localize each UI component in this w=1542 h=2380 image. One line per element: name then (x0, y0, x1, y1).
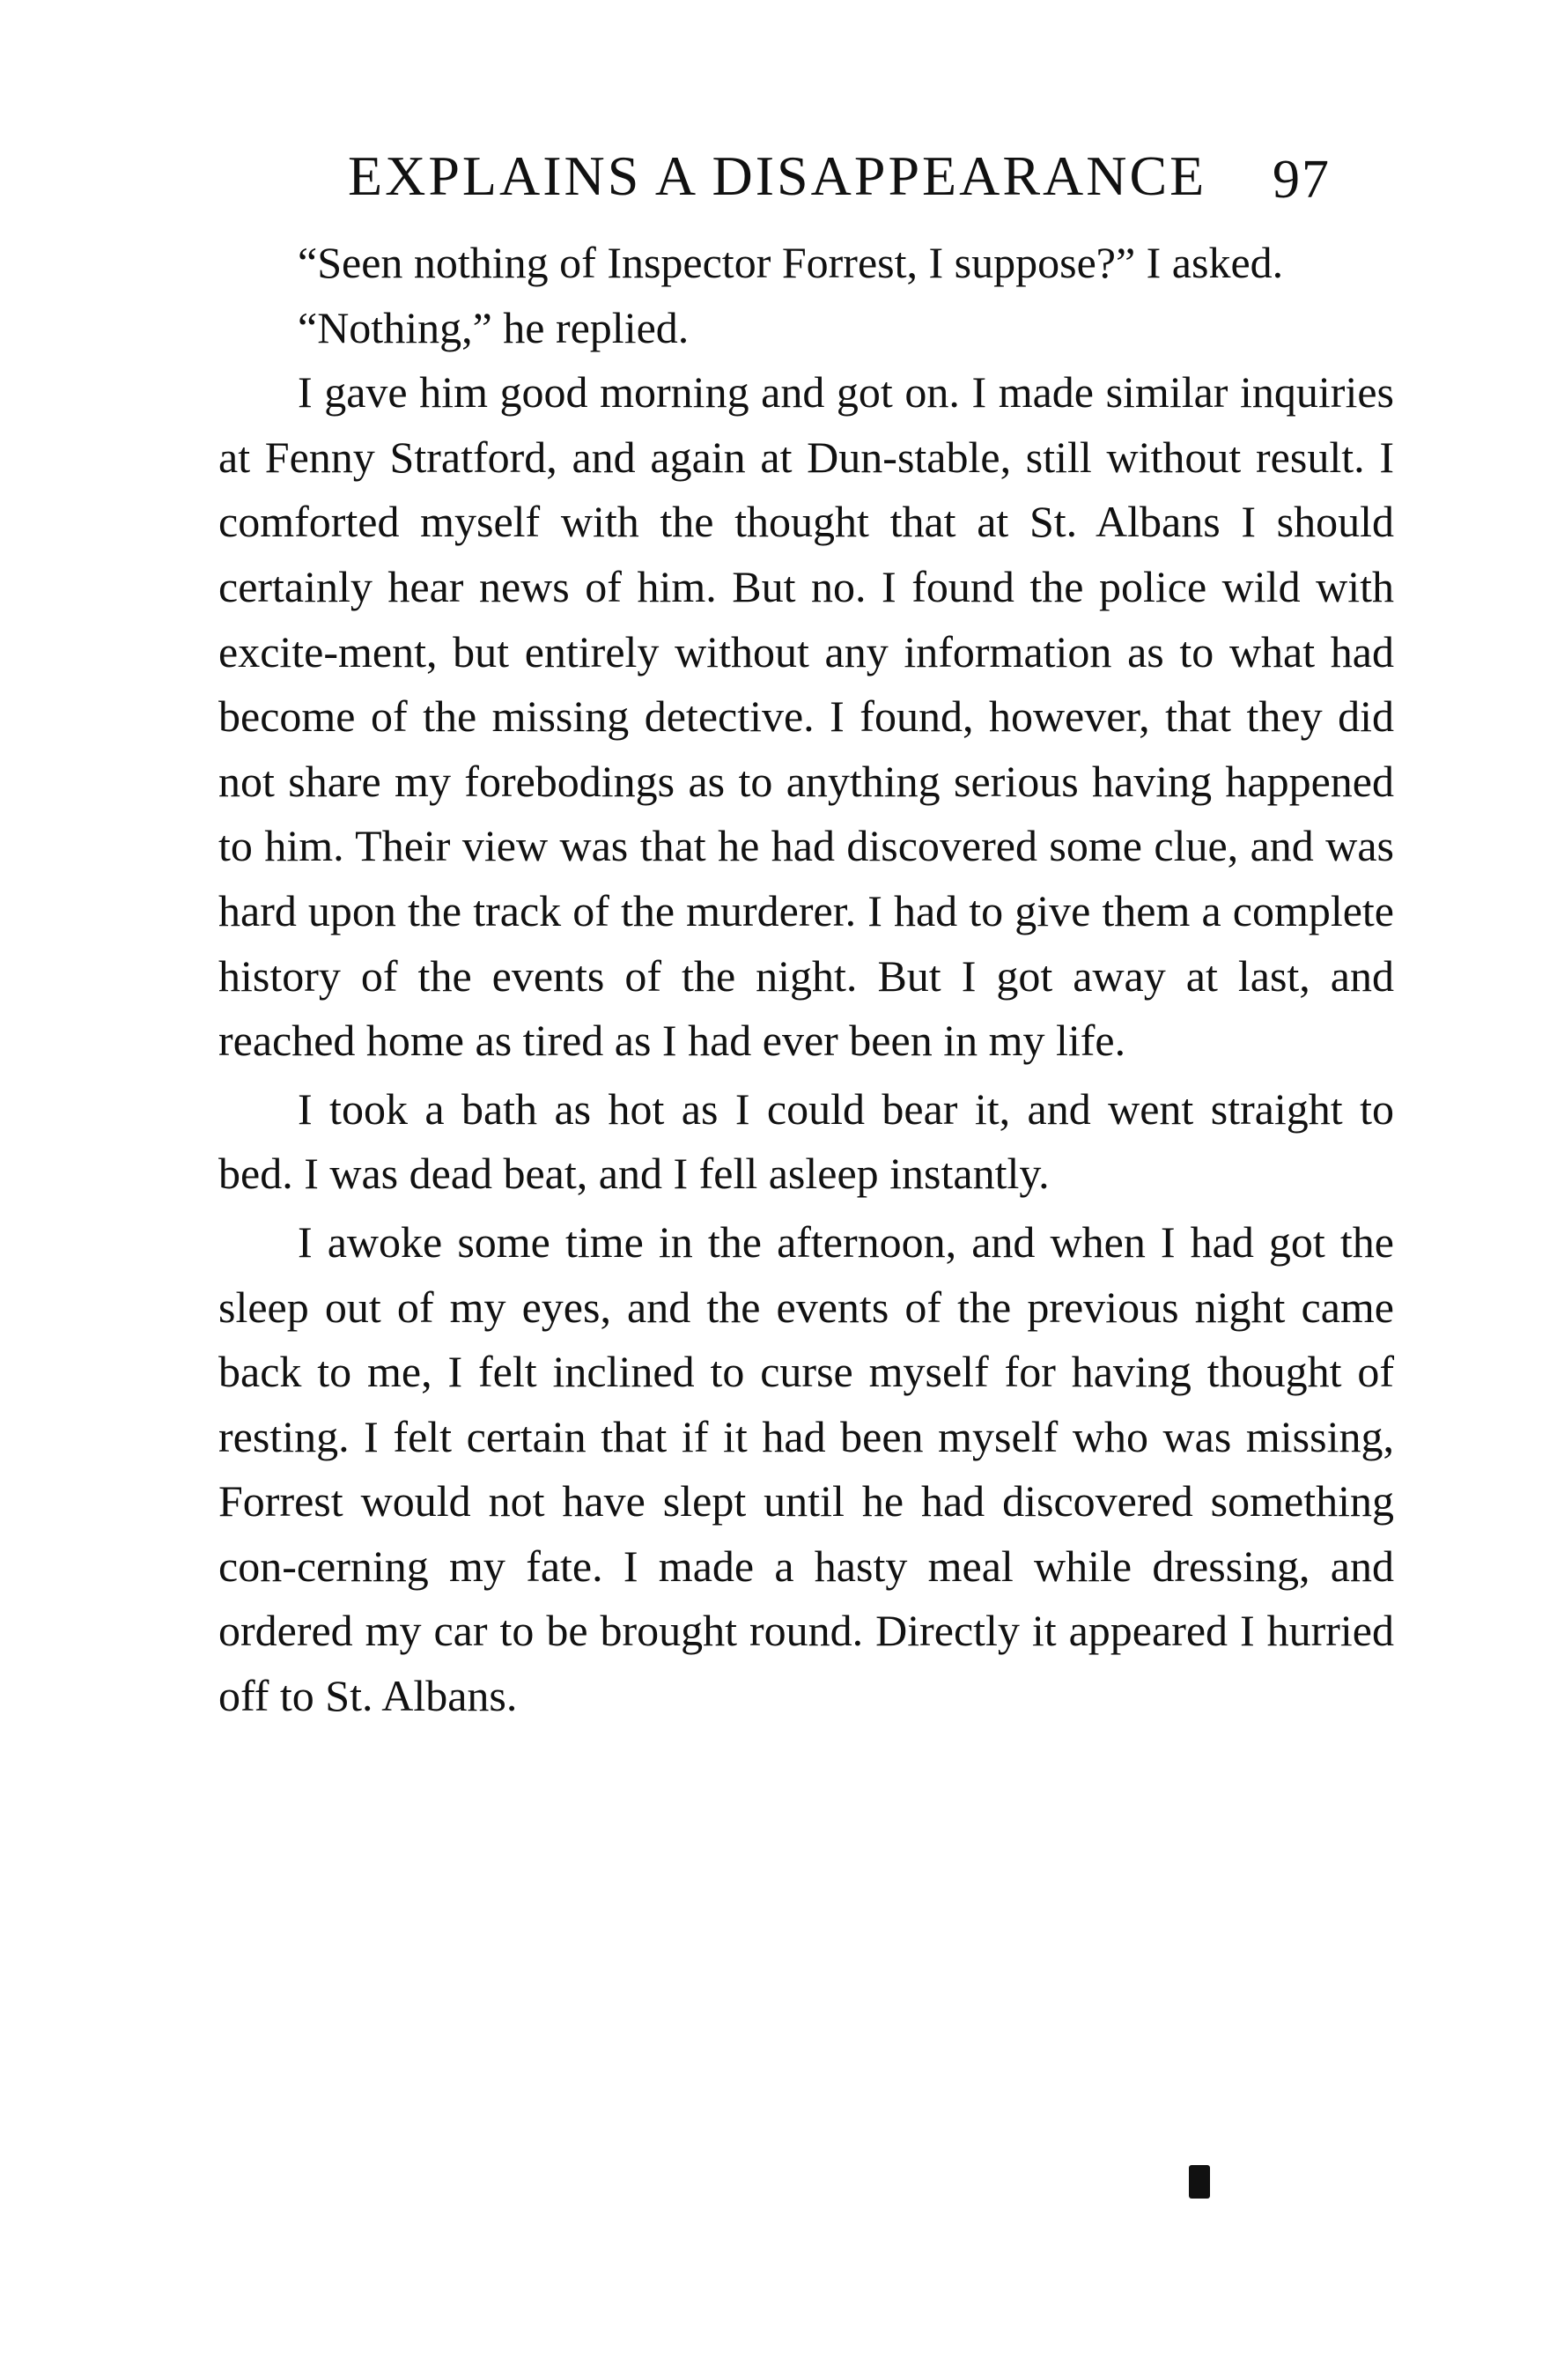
paragraph-3: I gave him good morning and got on. I made similar inquiries at Fenny Stratford, and again at Dun-stable, still without result. I comforted myself with the thought that at St. Albans I should certainly hear news of him. But no. I found the police wild with excite-ment, but entirely without any information as to what had become of the missing detective. I found, however, that they did not share my forebodings as to anything serious having happened to him. Their view was that he had discovered some clue, and was hard upon the track of the murderer. I had to give them a complete history of the events of the night. But I got away at last, and reached home as tired as I had ever been in my life. (218, 367, 1394, 1066)
paragraph-4: I took a bath as hot as I could bear it, and went straight to bed. I was dead beat, and I fell asleep instantly. (218, 1083, 1394, 1199)
paragraph-1: “Seen nothing of Inspector Forrest, I suppose?” I asked. (298, 238, 1284, 287)
page-number: 97 (1273, 150, 1331, 210)
running-head (348, 137, 1405, 216)
end-mark-icon (1189, 2165, 1210, 2199)
body-text (218, 231, 1394, 1729)
paragraph-5: I awoke some time in the afternoon, and when I had got the sleep out of my eyes, and the events of the previous night came back to me, I felt inclined to curse myself for having thought of resting. I felt certain that if it had been myself who was missing, Forrest would not have slept until he had discovered something con-cerning my fate. I made a hasty meal while dressing, and ordered my car to be brought round. Directly it appeared I hurried off to St. Albans. (218, 1216, 1394, 1721)
running-title: EXPLAINS A DISAPPEARANCE (348, 144, 1207, 207)
paragraph-2: “Nothing,” he replied. (298, 302, 690, 352)
